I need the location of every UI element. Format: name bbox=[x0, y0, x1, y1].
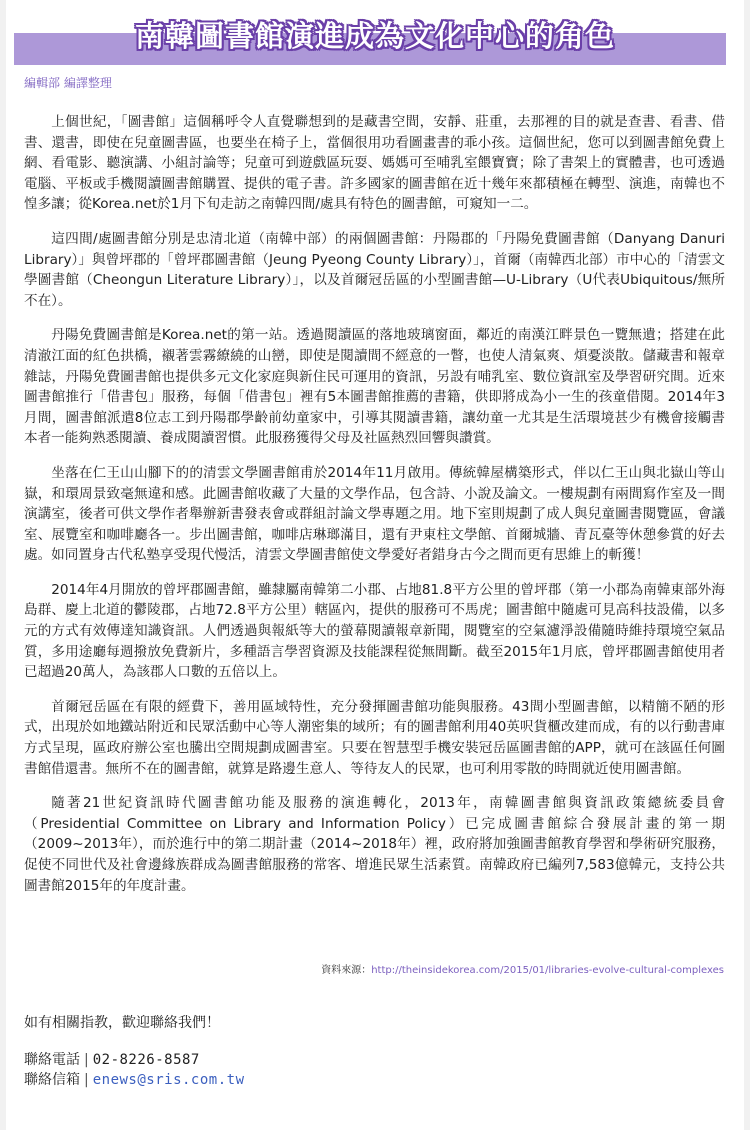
page-title: 南韓圖書館演進成為文化中心的角色 bbox=[134, 19, 615, 53]
email-link[interactable]: enews@sris.com.tw bbox=[92, 1072, 245, 1088]
email-separator: | bbox=[84, 1072, 89, 1088]
byline: 編輯部 編譯整理 bbox=[24, 76, 112, 90]
phone-number: 02-8226-8587 bbox=[92, 1052, 200, 1068]
email-label: 聯絡信箱 bbox=[24, 1072, 80, 1088]
source-link[interactable]: http://theinsidekorea.com/2015/01/libraries-evolve-cultural-complexes bbox=[371, 965, 724, 976]
paragraph-7: 隨著21世紀資訊時代圖書館功能及服務的演進轉化，2013年，南韓圖書館與資訊政策總統委員會（Presidential Committee on Library and Information Policy）已完成圖書館綜合發展計畫的第一期（2009~2013年），而於進行中的第二期計畫（2014~2018年）裡，政府將加強圖書館教育學習和學術研究服務，促使不同世代及社會邊緣族群成為圖書館服務的常客、增進民眾生活素質。南韓政府已編列7,583億韓元，支持公共圖書館2015年的年度計畫。 bbox=[24, 795, 725, 894]
paragraph-1: 上個世紀，「圖書館」這個稱呼令人直覺聯想到的是藏書空間，安靜、莊重，去那裡的目的就是查書、看書、借書、還書，即使在兒童圖書區，也要坐在椅子上，當個很用功看圖畫書的乖小孩。這個世紀，您可以到圖書館免費上網、看電影、聽演講、小組討論等；兒童可到遊戲區玩耍、媽媽可至哺乳室餵寶寶；除了書架上的實體書，也可透過電腦、平板或手機閱讀圖書館購置、提供的電子書。許多國家的圖書館在近十幾年來都積極在轉型、演進，南韓也不惶多讓；從Korea.net於1月下旬走訪之南韓四間/處具有特色的圖書館，可窺知一二。 bbox=[24, 114, 725, 213]
phone-label: 聯絡電話 bbox=[24, 1052, 80, 1068]
source-label: 資料來源： bbox=[321, 965, 372, 976]
paragraph-5: 2014年4月開放的曾坪郡圖書館，雖隸屬南韓第二小郡、占地81.8平方公里的曾坪郡（第一小郡為南韓東部外海島群、慶上北道的鬱陵郡，占地72.8平方公里）轄區內，提供的服務可不馬虎；圖書館中隨處可見高科技設備，以多元的方式有效傳達知識資訊。人們透過與報紙等大的螢幕閱讀報章新聞，閱覽室的空氣濾淨設備隨時維持環境空氣品質，多用途廳每週撥放免費新片，多種語言學習資源及技能課程從無間斷。截至2015年1月底，曾坪郡圖書館使用者已超過20萬人，為該郡人口數的五倍以上。 bbox=[24, 581, 725, 681]
paragraph-2: 這四間/處圖書館分別是忠清北道（南韓中部）的兩個圖書館：丹陽郡的「丹陽免費圖書館（Danyang Danuri Library）」與曾坪郡的「曾坪郡圖書館（Jeung Pyeong County Library）」，首爾（南韓西北部）市中心的「清雲文學圖書館（Cheongun Literature Library）」，以及首爾冠岳區的小型圖書館—U-Library（U代表Ubiquitous/無所不在）。 bbox=[24, 230, 725, 309]
phone-separator: | bbox=[84, 1052, 89, 1068]
contact-prompt: 如有相關指教，歡迎聯絡我們！ bbox=[24, 1015, 220, 1031]
paragraph-3: 丹陽免費圖書館是Korea.net的第一站。透過閱讀區的落地玻璃窗面，鄰近的南漢江畔景色一覽無遺；搭建在此清澈江面的紅色拱橋，襯著雲霧繚繞的山巒，即使是閱讀間不經意的一瞥，也使人清氣爽、煩憂淡散。儲藏書和報章雜誌，丹陽免費圖書館也提供多元文化家庭與新住民可運用的資訊，另設有哺乳室、數位資訊室及學習研究間。近來圖書館推行「借書包」服務，每個「借書包」裡有5本圖書館推薦的書籍，供即將成為小一生的孩童借閱。2014年3月間，圖書館派遣8位志工到丹陽郡學齡前幼童家中，引導其閱讀書籍，讓幼童一尤其是生活環境甚少有機會接觸書本者一能夠熟悉閱讀、養成閱讀習慣。此服務獲得父母及社區熱烈回響與讚賞。 bbox=[24, 327, 725, 447]
paragraph-6: 首爾冠岳區在有限的經費下，善用區域特性，充分發揮圖書館功能與服務。43間小型圖書館，以精簡不陋的形式，出現於如地鐵站附近和民眾活動中心等人潮密集的域所；有的圖書館利用40英呎貨櫃改建而成，有的以行動書庫方式呈現，區政府辦公室也騰出空間規劃成圖書室。只要在智慧型手機安裝冠岳區圖書館的APP，就可在該區任何圖書館借還書。無所不在的圖書館，就算是路邊生意人、等待友人的民眾，也可利用零散的時間就近使用圖書館。 bbox=[24, 698, 725, 777]
article-body bbox=[24, 112, 725, 910]
contact-email-row bbox=[24, 1069, 245, 1089]
source-line bbox=[321, 961, 724, 976]
paragraph-4: 坐落在仁王山山腳下的的清雲文學圖書館甫於2014年11月啟用。傳統韓屋構築形式，伴以仁王山與北嶽山等山嶽，和環周景致毫無違和感。此圖書館收藏了大量的文學作品，包含詩、小說及論文。一樓規劃有兩間寫作室及一間演講室，後者可供文學作者舉辦新書發表會或群組討論文學專題之用。地下室則規劃了成人與兒童圖書閱覽區，會議室、展覽室和咖啡廳各一。步出圖書館，咖啡店琳瑯滿目，還有尹東柱文學館、首爾城牆、青瓦臺等休憩參賞的好去處。如同置身古代私塾享受現代慢活，清雲文學圖書館使文學愛好者錯身古今之間而更有思維上的斬獲！ bbox=[24, 464, 725, 564]
contact-phone-row bbox=[24, 1049, 200, 1069]
